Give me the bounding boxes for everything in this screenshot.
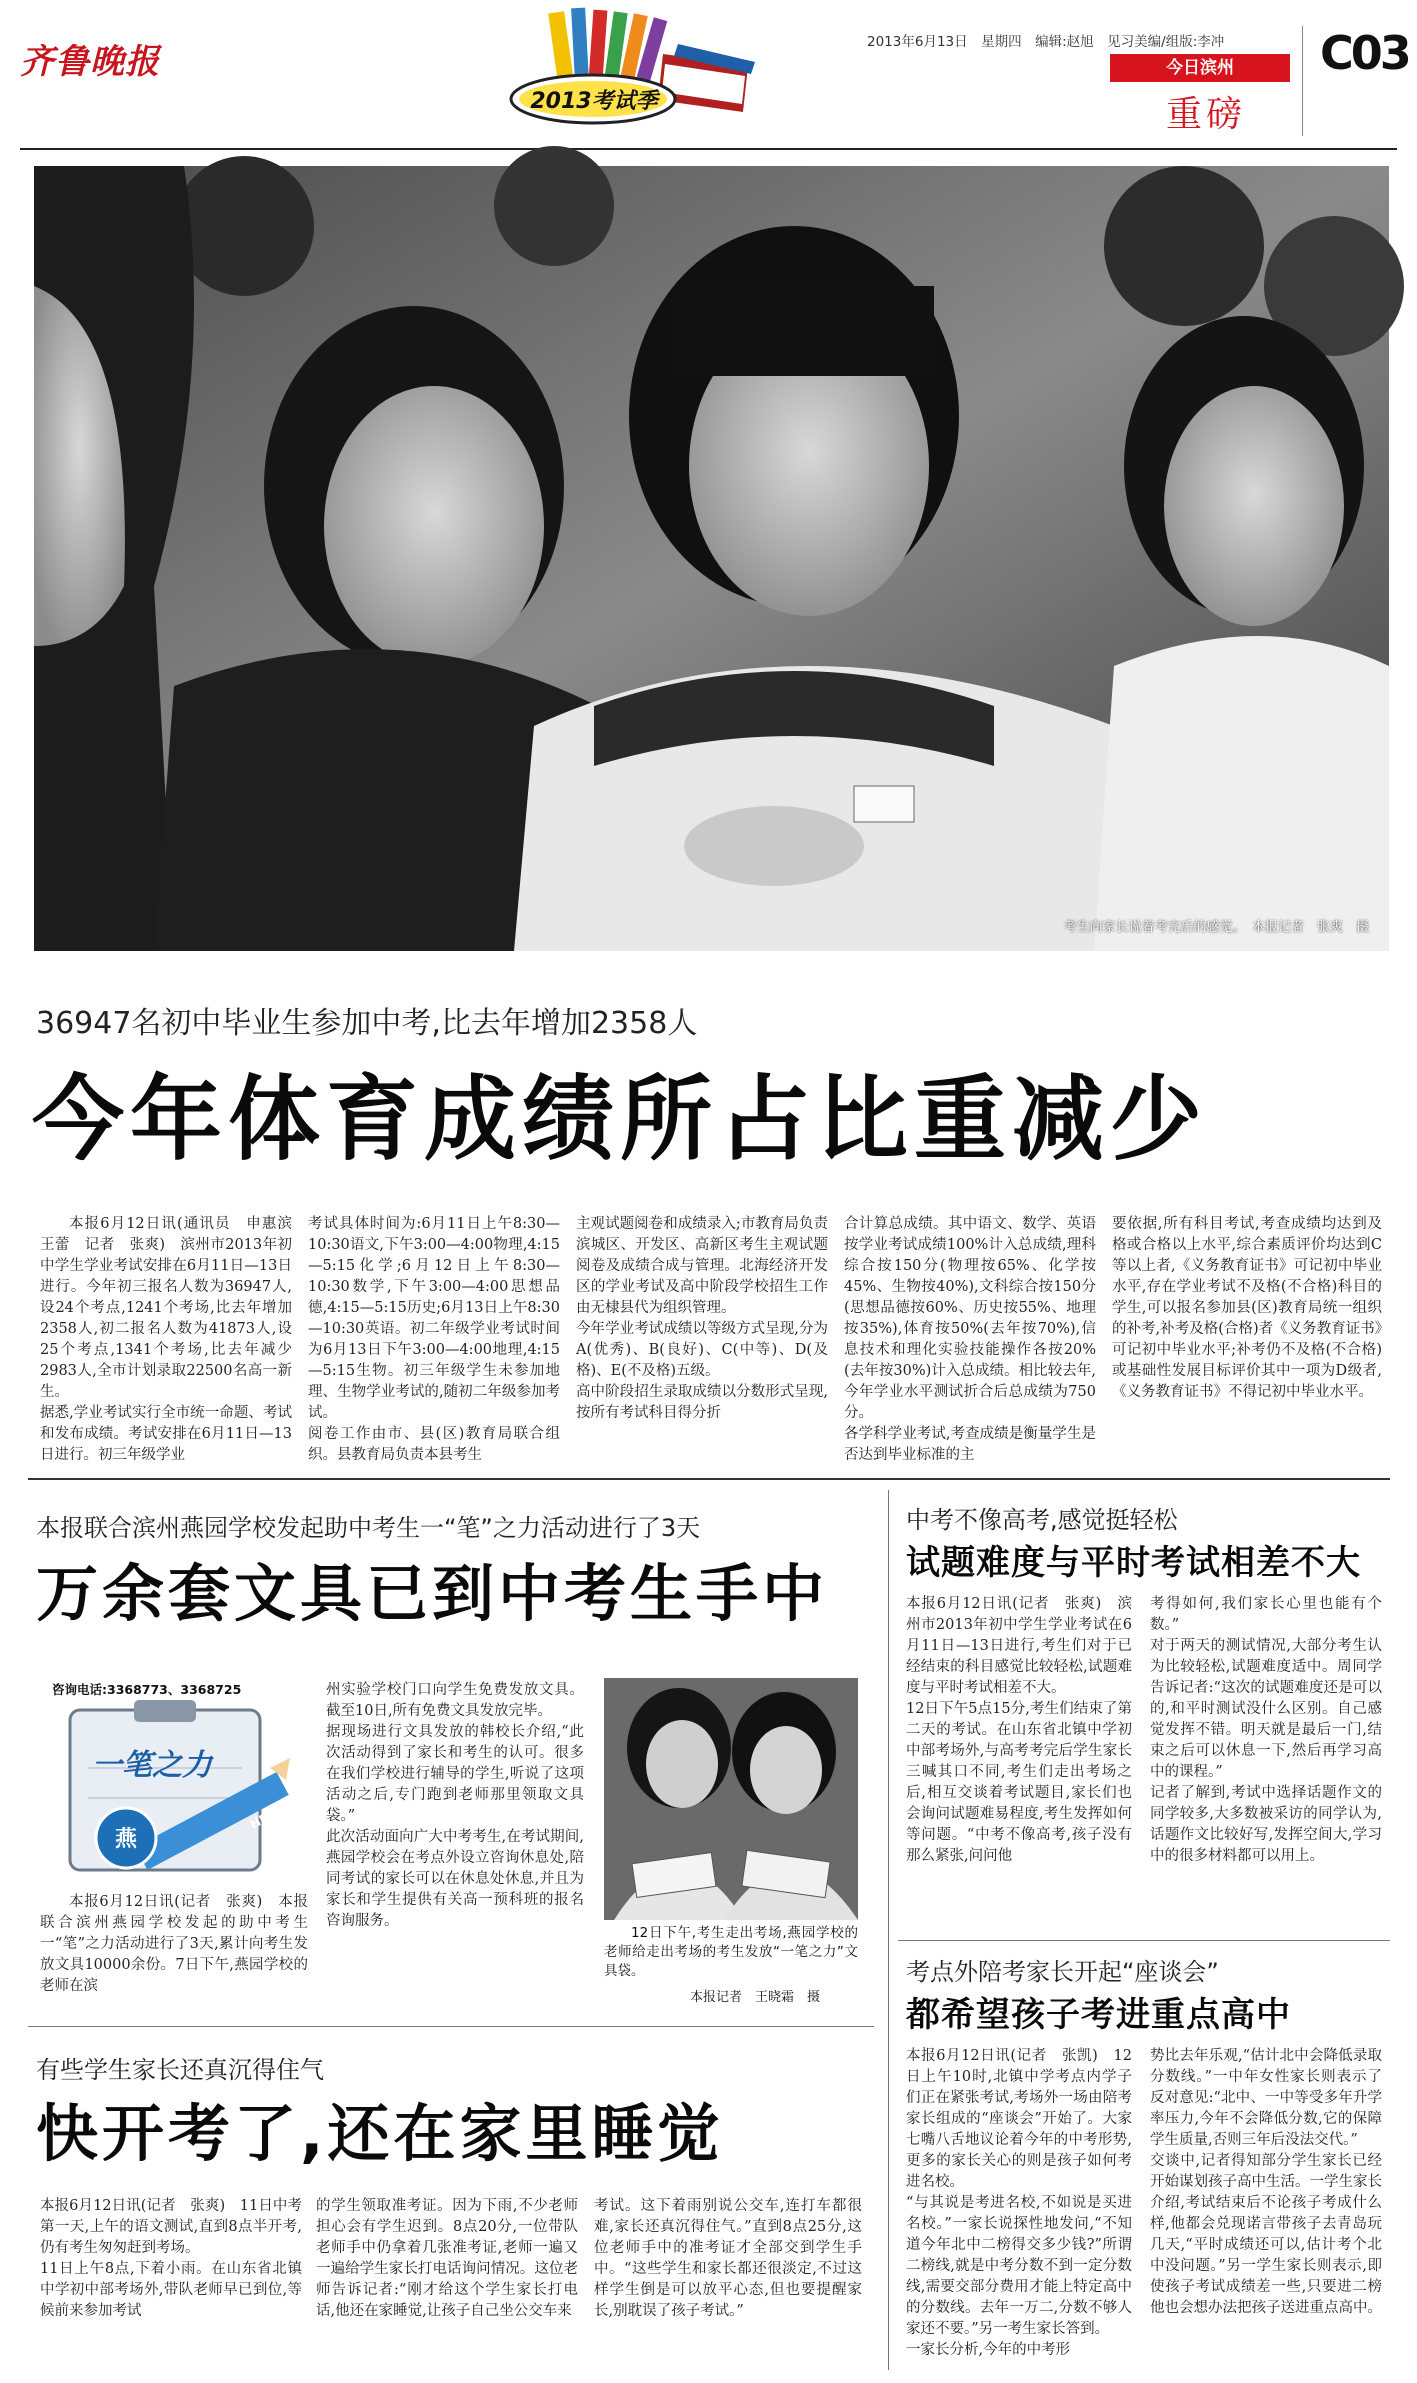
story3-headline: 试题难度与平时考试相差不大 xyxy=(906,1543,1361,1583)
story3-col-2-text: 考得如何,我们家长心里也能有个数。” 对于两天的测试情况,大部分考生认为比较轻松,试题难度适中。周同学告诉记者:“这次的试题难度还是可以的,和平时测试没什么区别。自己感觉发挥不错。明天就是最后一门,结束之后可以休息一下,然后再学习高中的课程。” 记者了解到,考试中选择话题作文的同学较多,大多数被采访的同学认为,话题作文比较好写,发挥空间大,学习中的很多材料都可以用上。 xyxy=(1150,1596,1382,1864)
lead-col-2-text: 考试具体时间为:6月11日上午8:30—10:30语文,下午3:00—4:00物理,4:15—5:15化学;6月12日上午8:30—10:30数学,下午3:00—4:00思想品德,4:15—5:15历史;6月13日上午8:30—10:30英语。初二年级学业考试时间为6月13日下午3:00—4:00地理,4:15—5:15生物。初三年级学生未参加地理、生物学业考试的,随初二年级参加考试。 阅卷工作由市、县(区)教育局联合组织。县教育局负责本县考生 xyxy=(308,1216,560,1463)
story3-subhead: 中考不像高考,感觉挺轻松 xyxy=(906,1506,1178,1534)
lead-col-2 xyxy=(308,1214,560,1462)
story5-subhead: 考点外陪考家长开起“座谈会” xyxy=(906,1958,1219,1986)
story4-subhead: 有些学生家长还真沉得住气 xyxy=(36,2056,324,2084)
story2-headline: 万余套文具已到中考生手中 xyxy=(36,1557,829,1630)
yibizhili-graphic xyxy=(52,1680,312,1880)
story4-col-3 xyxy=(594,2196,862,2364)
story3-col-1-text: 本报6月12日讯(记者 张爽) 滨州市2013年初中学生学业考试在6月11日—13日进行,考生们对于已经结束的科目感觉比较轻松,试题难度与平时考试相差不大。 12日下午5点15分,考生们结束了第二天的考试。在山东省北镇中学初中部考场外,与高考考完后学生家长三喊其口不同,考生们走出考场之后,相互交谈着考试题目,家长们也会询问试题难易程度,考生发挥如何等问题。“中考不像高考,孩子没有那么紧张,问问他 xyxy=(906,1596,1132,1864)
section-divider-1 xyxy=(28,1478,1390,1480)
story5-col-2 xyxy=(1150,2046,1382,2366)
story3-col-1 xyxy=(906,1594,1132,1932)
section-tag: 今日滨州 xyxy=(1110,54,1290,82)
lead-subhead: 36947名初中毕业生参加中考,比去年增加2358人 xyxy=(36,1006,698,1041)
lead-col-4 xyxy=(844,1214,1096,1462)
lead-photo-caption: 考生向家长说着考完后的感觉。 本报记者 张爽 摄 xyxy=(1063,920,1369,935)
story5-col-1-text: 本报6月12日讯(记者 张凯) 12日上午10时,北镇中学考点内学子们正在紧张考试,考场外一场由陪考家长组成的“座谈会”开始了。大家七嘴八舌地议论着今年的中考形势,更多的家长关心的则是孩子如何考进名校。 “与其说是考进名校,不如说是买进名校。”一家长说探性地发问,“不知道今年北中二榜得交多少钱?”所谓二榜线,就是中考分数不到一定分数线,需要交部分费用才能上特定高中的分数线。去年一万二,分数不够人家还不要。”另一考生家长答到。 一家长分析,今年的中考形 xyxy=(906,2048,1132,2358)
story2-photo-caption: 12日下午,考生走出考场,燕园学校的老师给走出考场的考生发放“一笔之力”文具袋。 xyxy=(604,1925,858,1979)
masthead-rule xyxy=(20,148,1397,150)
story4-col-2 xyxy=(316,2196,578,2364)
lead-col-4-text: 合计算总成绩。其中语文、数学、英语按学业考试成绩100%计入总成绩,理科综合按150分(物理按65%、化学按45%、生物按40%),文科综合按150分(思想品德按60%、历史按55%、地理按35%),体育按50%(去年按70%),信息技术和理化实验技能操作各按20%(去年按30%)计入总成绩。相比较去年,今年学业水平测试折合后总成绩为750分。 各学科学业考试,考查成绩是衡量学生是否达到毕业标准的主 xyxy=(844,1216,1096,1463)
paper-name: 齐鲁晚报 xyxy=(20,42,160,82)
exam-season-logo xyxy=(493,4,761,134)
exam-season-logo-text: 2013考试季 xyxy=(530,89,658,114)
section-divider-2 xyxy=(28,2026,874,2027)
issue-info: 2013年6月13日 星期四 编辑:赵旭 见习美编/组版:李冲 xyxy=(867,34,1225,50)
section-title: 重磅 xyxy=(1166,94,1247,135)
story4-col-1 xyxy=(40,2196,302,2364)
school-badge-icon: 燕 xyxy=(114,1827,137,1852)
story2-col-1-text: 本报6月12日讯(记者 张爽) 本报联合滨州燕园学校发起的助中考生一“笔”之力活动进行了3天,累计向考生发放文具10000余份。7日下午,燕园学校的老师在滨 xyxy=(40,1894,308,1994)
lead-col-1 xyxy=(40,1214,292,1462)
story3-col-2 xyxy=(1150,1594,1382,1932)
story2-photo xyxy=(604,1678,858,1920)
story5-headline: 都希望孩子考进重点高中 xyxy=(906,1995,1291,2035)
pencil-grade-label: HB xyxy=(247,1810,272,1832)
story2-photo-credit: 本报记者 王晓霜 摄 xyxy=(690,1990,821,2005)
story2-photo-image xyxy=(604,1678,858,1920)
lead-col-5-text: 要依据,所有科目考试,考查成绩均达到及格或合格以上水平,综合素质评价均达到C等以上者,《义务教育证书》可记初中毕业水平,存在学业考试不及格(不合格)科目的学生,可以报名参加县(区)教育局统一组织的补考,补考及格(合格)者《义务教育证书》可记初中毕业水平;补考仍不及格(不合格)或基础性发展目标评价其中一项为D级者,《义务教育证书》不得记初中毕业水平。 xyxy=(1112,1216,1382,1400)
story5-col-1 xyxy=(906,2046,1132,2366)
clipboard-icon xyxy=(52,1698,312,1878)
lead-headline: 今年体育成绩所占比重减少 xyxy=(32,1066,1209,1173)
vertical-divider xyxy=(888,1490,889,2370)
story2-subhead: 本报联合滨州燕园学校发起助中考生一“笔”之力活动进行了3天 xyxy=(36,1514,701,1542)
story4-col-2-text: 的学生领取准考证。因为下雨,不少老师担心会有学生迟到。8点20分,一位带队老师手中仍拿着几张准考证,老师一遍又一遍给学生家长打电话询问情况。这位老师告诉记者:“刚才给这个学生家长打电话,他还在家睡觉,让孩子自己坐公交车来 xyxy=(316,2198,578,2319)
lead-photo-image xyxy=(34,166,1389,951)
page-number: C03 xyxy=(1320,26,1409,80)
story5-col-2-text: 势比去年乐观,“估计北中会降低录取分数线。”一中年女性家长则表示了反对意见:“北中、一中等受多年升学率压力,今年不会降低分数,它的保障学生质量,否则三年后没法交代。” 交谈中,记者得知部分学生家长已经开始谋划孩子高中生活。一学生家长介绍,考试结束后不论孩子考成什么样,他都会兑现诺言带孩子去青岛玩几天,“平时成绩还可以,估计考个北中没问题。”另一学生家长则表示,即使孩子考试成绩差一些,只要进二榜他也会想办法把孩子送进重点高中。 xyxy=(1150,2048,1382,2316)
story2-col-2-text: 州实验学校门口向学生免费发放文具。截至10日,所有免费文具发放完毕。 据现场进行文具发放的韩校长介绍,“此次活动得到了家长和考生的认可。很多在我们学校进行辅导的学生,听说了这项活动之后,专门跑到老师那里领取文具袋。” 此次活动面向广大中考考生,在考试期间,燕园学校会在考点外设立咨询休息处,陪同考试的家长可以在休息处休息,并且为家长和学生提供有关高一预科班的报名咨询服务。 xyxy=(326,1682,584,1929)
masthead xyxy=(0,0,1417,150)
clipboard-text: 一笔之力 xyxy=(92,1748,212,1783)
lead-photo xyxy=(34,166,1389,951)
lead-col-1-text: 本报6月12日讯(通讯员 申惠滨 王蕾 记者 张爽) 滨州市2013年初中学生学业考试安排在6月11日—13日进行。今年初三报名人数为36947人,设24个考点,1241个考场,比去年增加2358人,初二报名人数为41873人,设25个考点,1341个考场,比去年减少2983人,全市计划录取22500名高一新生。 据悉,学业考试实行全市统一命题、考试和发布成绩。考试安排在6月11日—13日进行。初三年级学业 xyxy=(40,1216,292,1463)
lead-col-3-text: 主观试题阅卷和成绩录入;市教育局负责滨城区、开发区、高新区考生主观试题阅卷及成绩合成与管理。北海经济开发区的学业考试及高中阶段学校招生工作由无棣县代为组织管理。 今年学业考试成绩以等级方式呈现,分为A(优秀)、B(良好)、C(中等)、D(及格)、E(不及格)五级。 高中阶段招生录取成绩以分数形式呈现,按所有考试科目得分折 xyxy=(576,1216,828,1421)
story2-col-1 xyxy=(40,1892,308,2000)
story4-col-1-text: 本报6月12日讯(记者 张爽) 11日中考第一天,上午的语文测试,直到8点半开考,仍有考生匆匆赶到考场。 11日上午8点,下着小雨。在山东省北镇中学初中部考场外,带队老师早已到位,等候前来参加考试 xyxy=(40,2198,302,2319)
story2-col-2 xyxy=(326,1680,584,2000)
lead-col-3 xyxy=(576,1214,828,1462)
lead-col-5 xyxy=(1112,1214,1382,1462)
section-divider-3 xyxy=(898,1940,1390,1941)
hotline-text: 咨询电话:3368773、3368725 xyxy=(52,1682,242,1697)
page-number-divider xyxy=(1302,26,1303,136)
story4-col-3-text: 考试。这下着雨别说公交车,连打车都很难,家长还真沉得住气。”直到8点25分,这位老师手中的准考证才全部交到学生手中。“这些学生和家长都还很淡定,不过这样学生倒是可以放平心态,但也要提醒家长,别耽误了孩子考试。” xyxy=(594,2198,862,2319)
story4-headline: 快开考了,还在家里睡觉 xyxy=(36,2097,724,2170)
